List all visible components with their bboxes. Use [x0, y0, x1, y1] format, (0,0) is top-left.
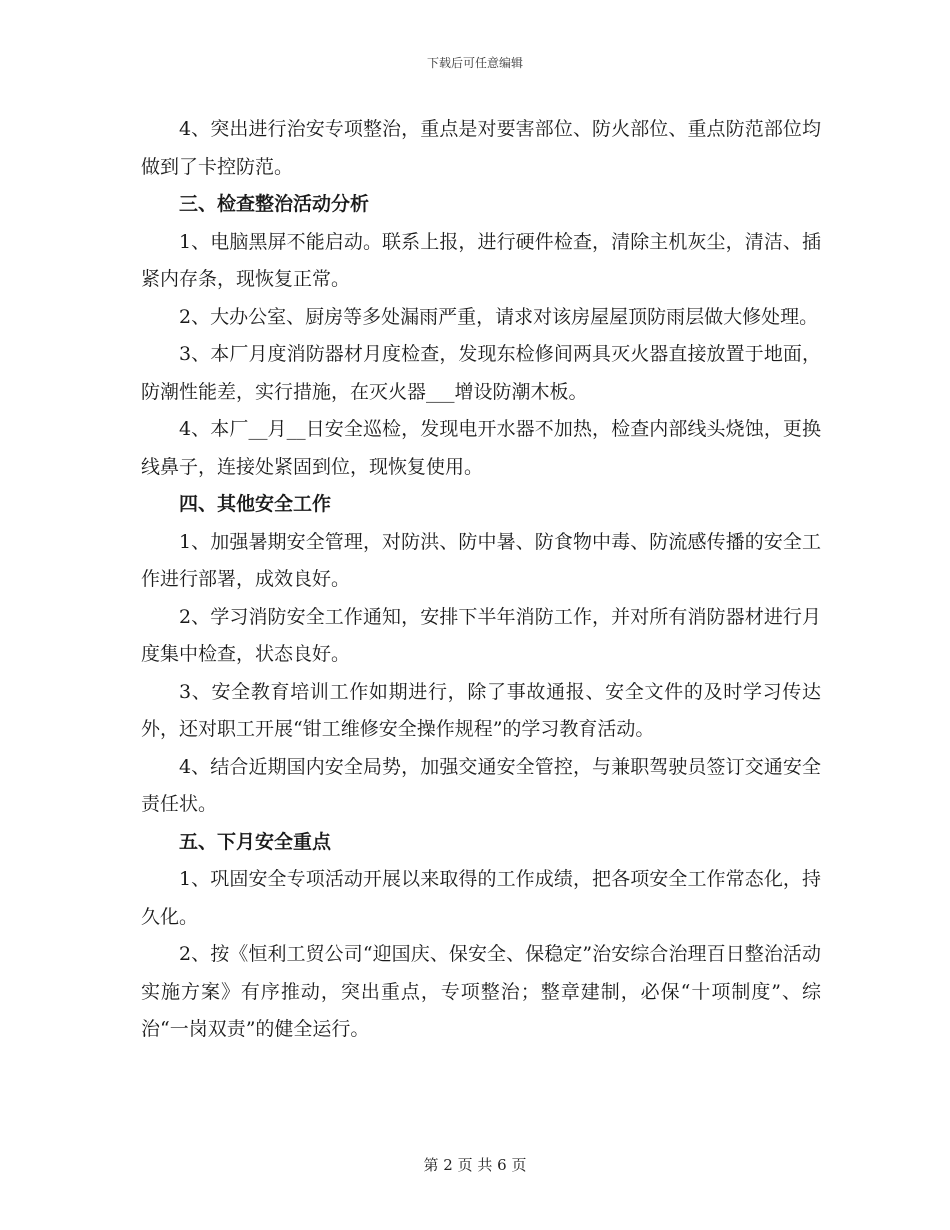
paragraph-roof-leak: 2、大办公室、厨房等多处漏雨严重，请求对该房屋屋顶防雨层做大修处理。: [179, 305, 819, 328]
section-heading-analysis: 三、检查整治活动分析: [179, 193, 370, 215]
page-header: 下载后可任意编辑: [426, 56, 523, 70]
paragraph-key-areas: 4、突出进行治安专项整治，重点是对要害部位、防火部位、重点防范部位均做到了卡控防范。: [141, 118, 821, 178]
paragraph-extinguisher-check: 3、本厂月度消防器材月度检查，发现东检修间两具灭火器直接放置于地面，防潮性能差，实行措施，在灭火器___增设防潮木板。: [141, 343, 821, 403]
page-number: 第 2 页 共 6 页: [423, 1156, 527, 1174]
paragraph-plan: 2、按《恒利工贸公司“迎国庆、保安全、保稳定”治安综合治理百日整治活动实施方案》有序推动，突出重点，专项整治；整章建制，必保“十项制度”、综治“一岗双责”的健全运行。: [141, 943, 821, 1040]
paragraph-traffic-safety: 4、结合近期国内安全局势，加强交通安全管控，与兼职驾驶员签订交通安全责任状。: [141, 755, 821, 815]
document-body: [141, 111, 821, 1049]
section-heading-next-month: 五、下月安全重点: [179, 830, 332, 853]
paragraph-training: 3、安全教育培训工作如期进行，除了事故通报、安全文件的及时学习传达外，还对职工开展“钳工维修安全操作规程”的学习教育活动。: [141, 680, 821, 740]
paragraph-fire-notice: 2、学习消防安全工作通知，安排下半年消防工作，并对所有消防器材进行月度集中检查，状态良好。: [141, 605, 821, 665]
paragraph-water-heater: 4、本厂__月__日安全巡检，发现电开水器不加热，检查内部线头烧蚀，更换线鼻子，连接处紧固到位，现恢复使用。: [141, 418, 821, 478]
paragraph-summer-safety: 1、加强暑期安全管理，对防洪、防中暑、防食物中毒、防流感传播的安全工作进行部署，成效良好。: [141, 530, 821, 590]
paragraph-computer-issue: 1、电脑黑屏不能启动。联系上报，进行硬件检查，清除主机灰尘，清洁、插紧内存条，现恢复正常。: [141, 230, 821, 290]
section-heading-other-work: 四、其他安全工作: [179, 493, 332, 515]
paragraph-consolidate: 1、巩固安全专项活动开展以来取得的工作成绩，把各项安全工作常态化，持久化。: [141, 868, 821, 928]
